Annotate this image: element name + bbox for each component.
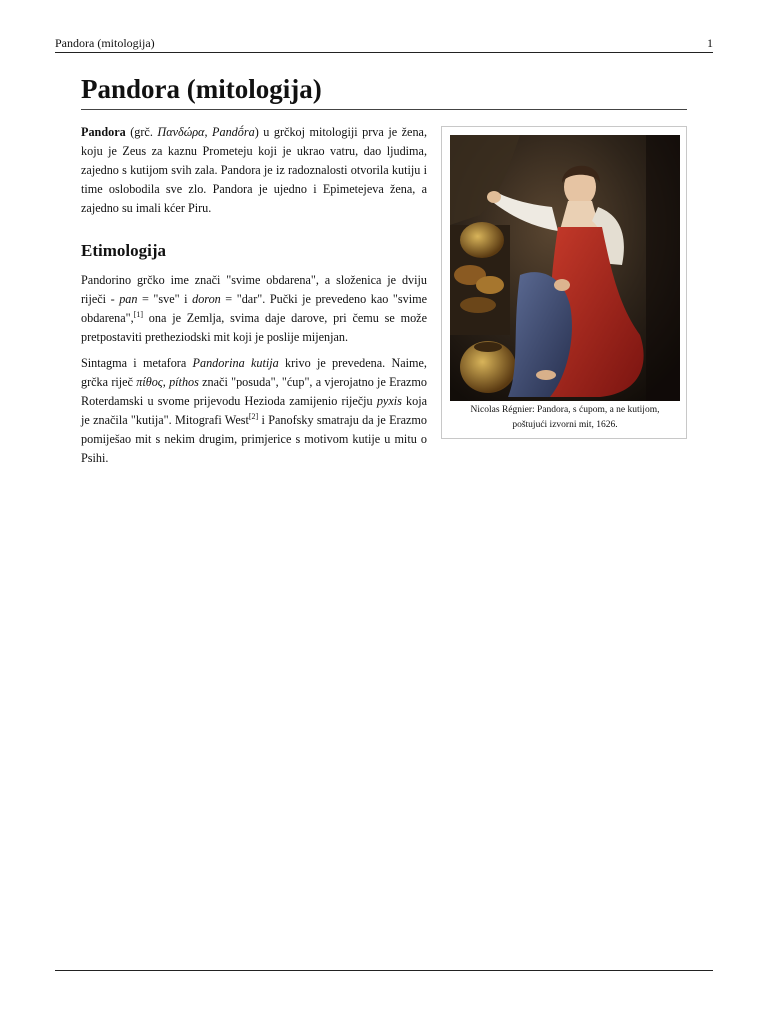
figure-box (441, 126, 687, 439)
transliteration: Pandṓra (212, 125, 255, 139)
subject-name: Pandora (81, 125, 126, 139)
text-span: i Panofsky smatraju da je Erazmo pomiješao mit s nekim drugim, primjerice s motivom kutije u mitu o Psihi. (81, 413, 427, 465)
caption-line-1: Nicolas Régnier: Pandora, s ćupom, a ne kutijom, (470, 405, 660, 415)
term-pandorina-kutija: Pandorina kutija (192, 356, 279, 370)
etymology-paragraph-1 (81, 271, 427, 347)
text-span: Pandorino grčko ime znači "svime obdarena", a složenica je dviju riječi - (81, 273, 427, 306)
text-span: krivo je prevedena. Naime, grčka riječ (81, 356, 427, 389)
term-pan: pan (119, 292, 138, 306)
text-span: = "dar". Pučki je prevedeno kao "svime obdarena", (81, 292, 427, 325)
text-span: , (204, 125, 213, 139)
reference-link-1[interactable]: [1] (133, 309, 144, 319)
section-heading: Etimologija (81, 241, 166, 260)
intro-paragraph (81, 123, 427, 218)
caption-line-2: poštujući izvorni mit, 1626. (512, 420, 618, 430)
figure-caption (448, 403, 682, 433)
text-span: Sintagma i metafora (81, 356, 193, 370)
term-pyxis: pyxis (376, 394, 402, 408)
etymology-paragraph-2 (81, 354, 427, 468)
text-span: (grč. (125, 125, 158, 139)
term-pithos: píthos (169, 375, 199, 389)
reference-link-2[interactable]: [2] (248, 411, 259, 421)
term-doron: doron (192, 292, 221, 306)
painting-image[interactable] (450, 135, 680, 401)
text-span: ona je Zemlja, svima daje darove, pri čemu se može pretpostaviti pretheziodski mit koji je poslije mijenjan. (81, 311, 427, 344)
page-title: Pandora (mitologija) (81, 70, 687, 110)
text-span: znači "posuda", "ćup", a vjerojatno je Erazmo Roterdamski u svome prijevodu Hezioda zamijenio riječju (81, 375, 428, 408)
text-span: = "sve" i (137, 292, 193, 306)
article-body (81, 123, 427, 475)
term-greek-pithos: πίθος (136, 375, 163, 389)
greek-name: Πανδώρα (157, 125, 205, 139)
text-span: koja je značila "kutija". Mitografi West (81, 394, 428, 427)
text-span: ) u grčkoj mitologiji prva je žena, koju je Zeus za kaznu Prometeju koji je ukrao vatru, dao ljudima, zajedno s kutijom svih zala. Pandora je iz radoznalosti otvorila kutiju i time oslobodila sve zlo. Pandora je ujedno i Epimetejeva žena, a zajedno su imali kćer Piru. (81, 125, 428, 215)
running-header (55, 36, 713, 53)
page-number: 1 (707, 36, 713, 50)
text-span: , (162, 375, 170, 389)
footer-rule (55, 970, 713, 971)
running-title: Pandora (mitologija) (55, 36, 155, 50)
